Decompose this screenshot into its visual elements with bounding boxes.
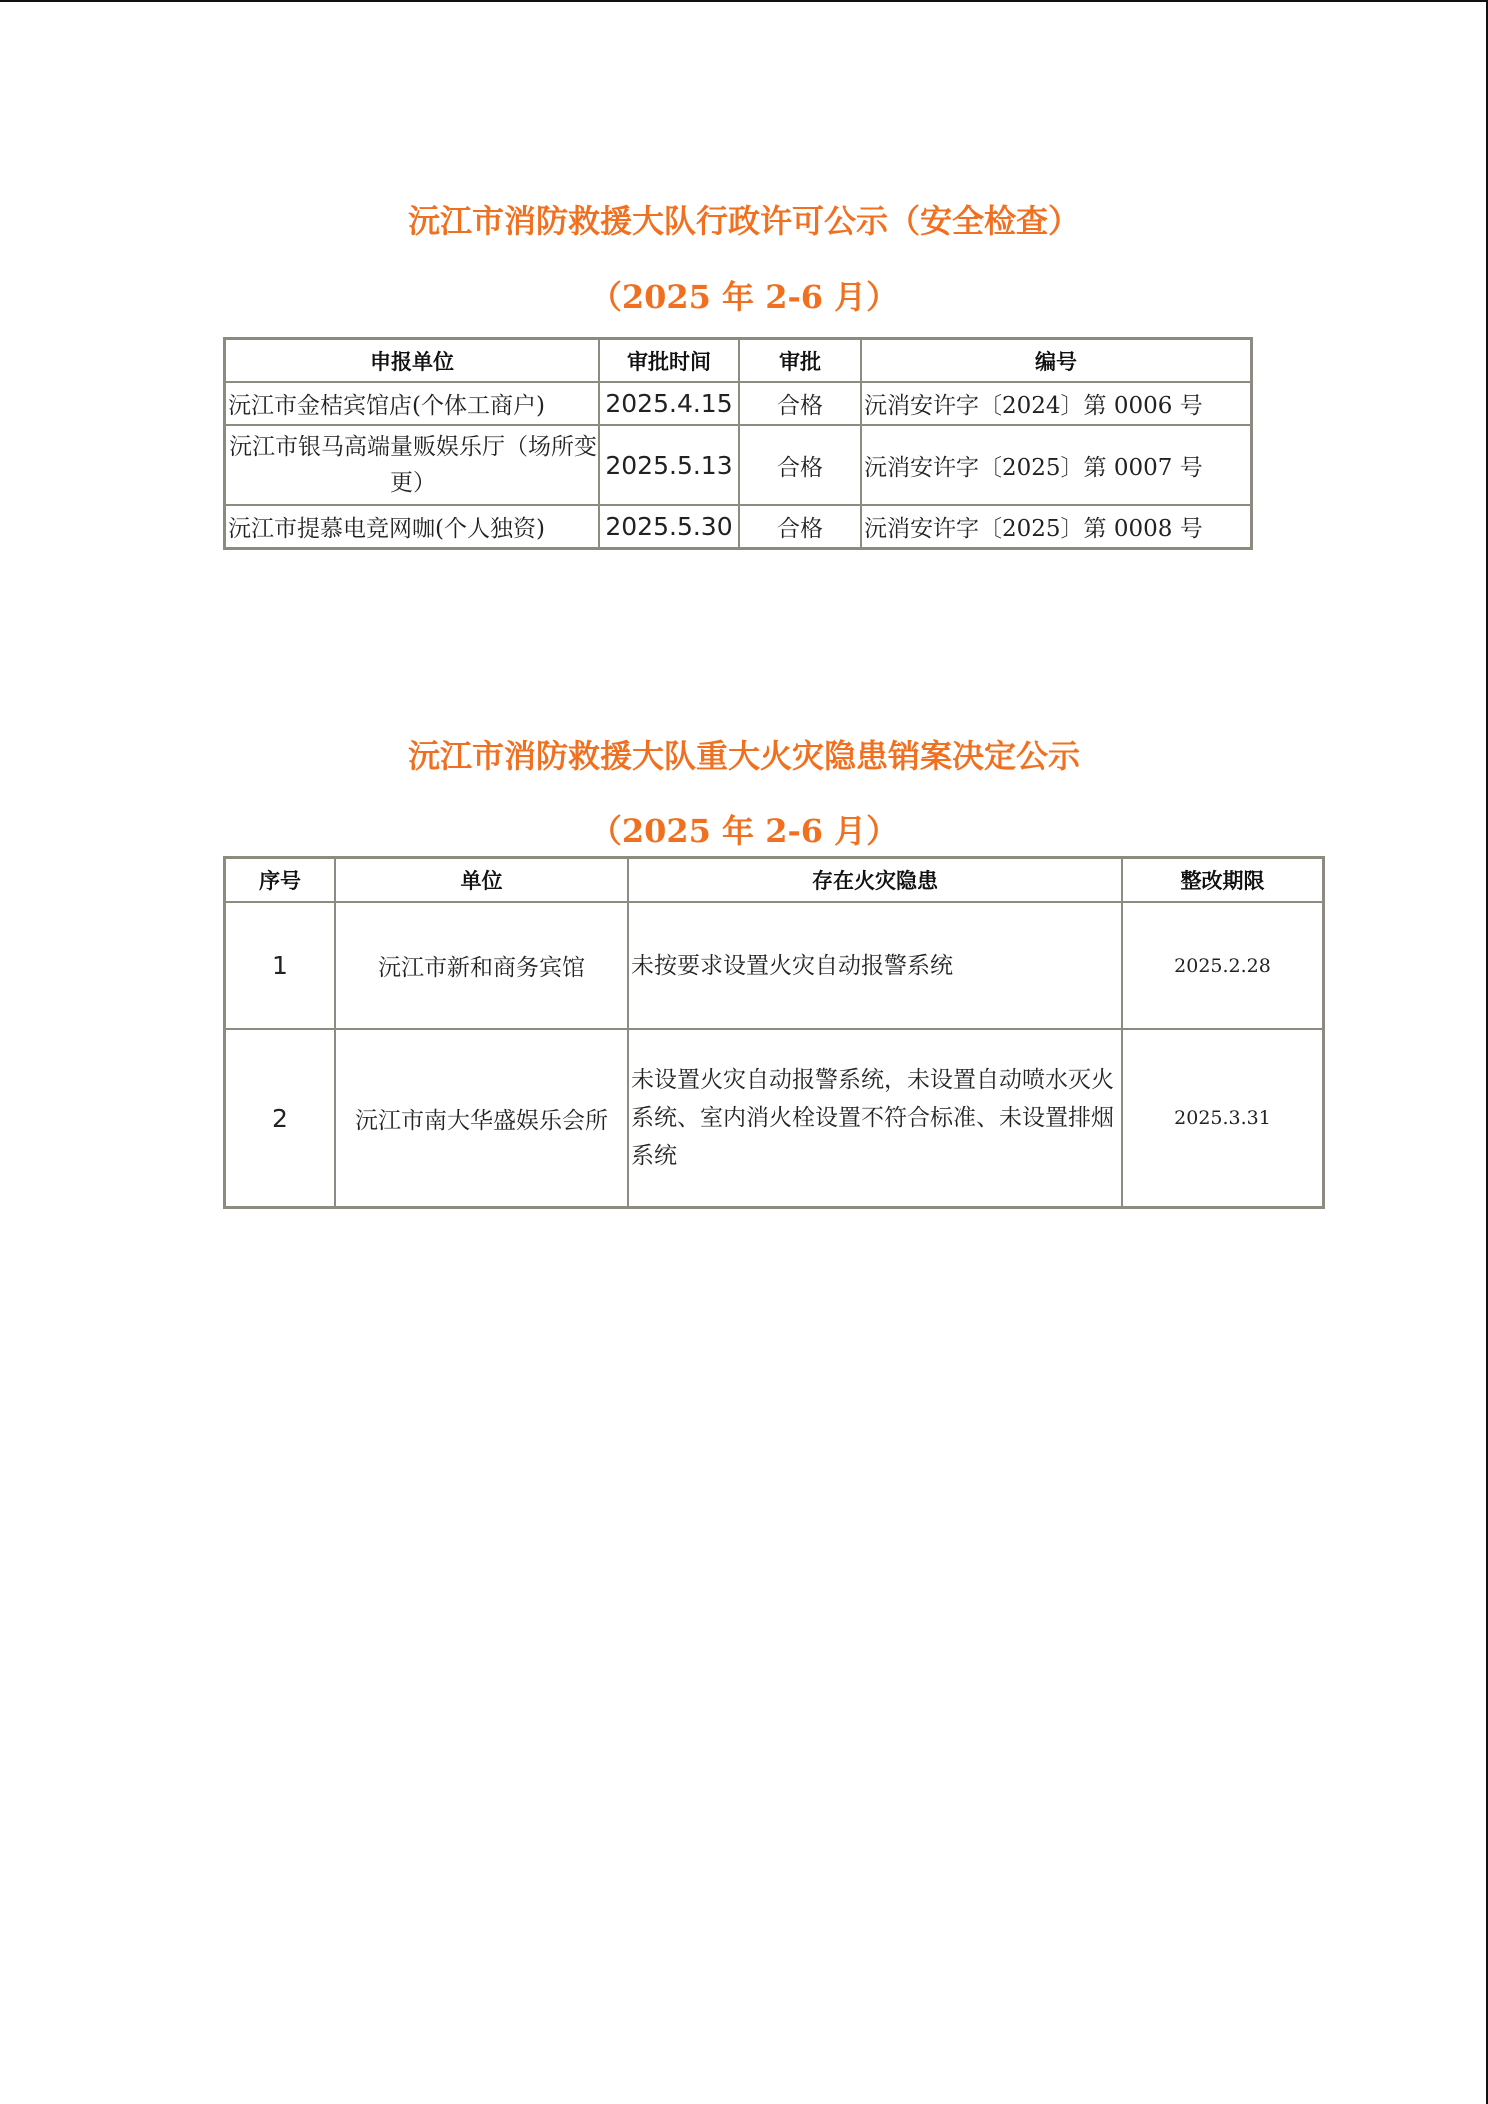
table-row	[225, 505, 1251, 548]
table-row	[225, 425, 1251, 505]
unit-cell: 沅江市南大华盛娱乐会所	[335, 1029, 628, 1207]
page-top-border	[0, 0, 1488, 2]
permit-title: 沅江市消防救援大队行政许可公示（安全检查）	[407, 202, 1080, 240]
permit-number-cell: 沅消安许字〔2025〕第 0008 号	[861, 505, 1251, 548]
seq-cell: 1	[225, 902, 335, 1029]
header-approval-date: 审批时间	[599, 339, 739, 382]
permit-period: （2025 年 2-6 月）	[589, 278, 899, 316]
hazard-cell: 未按要求设置火灾自动报警系统	[628, 902, 1122, 1029]
hazard-period: （2025 年 2-6 月）	[589, 812, 899, 850]
seq-cell: 2	[225, 1029, 335, 1207]
header-approval: 审批	[739, 339, 861, 382]
deadline-cell: 2025.3.31	[1122, 1029, 1323, 1207]
applicant-cell: 沅江市银马高端量贩娱乐厅（场所变更）	[225, 425, 599, 505]
applicant-cell: 沅江市金桔宾馆店(个体工商户)	[225, 382, 599, 425]
hazard-table	[223, 856, 1325, 1209]
table-row	[225, 902, 1323, 1029]
header-applicant: 申报单位	[225, 339, 599, 382]
table-row	[225, 1029, 1323, 1207]
permit-number-cell: 沅消安许字〔2025〕第 0007 号	[861, 425, 1251, 505]
permit-number-cell: 沅消安许字〔2024〕第 0006 号	[861, 382, 1251, 425]
header-deadline: 整改期限	[1122, 858, 1323, 902]
approval-result-cell: 合格	[739, 382, 861, 425]
approval-date-cell: 2025.5.30	[599, 505, 739, 548]
hazard-title: 沅江市消防救援大队重大火灾隐患销案决定公示	[407, 737, 1080, 775]
table-row	[225, 382, 1251, 425]
approval-date-cell: 2025.4.15	[599, 382, 739, 425]
approval-result-cell: 合格	[739, 425, 861, 505]
hazard-cell: 未设置火灾自动报警系统，未设置自动喷水灭火系统、室内消火栓设置不符合标准、未设置排烟系统	[628, 1029, 1122, 1207]
header-number: 编号	[861, 339, 1251, 382]
deadline-cell: 2025.2.28	[1122, 902, 1323, 1029]
applicant-cell: 沅江市提慕电竞网咖(个人独资)	[225, 505, 599, 548]
hazard-table-header	[225, 858, 1323, 902]
header-seq: 序号	[225, 858, 335, 902]
permit-table	[223, 337, 1253, 550]
header-hazard: 存在火灾隐患	[628, 858, 1122, 902]
permit-table-header	[225, 339, 1251, 382]
unit-cell: 沅江市新和商务宾馆	[335, 902, 628, 1029]
approval-date-cell: 2025.5.13	[599, 425, 739, 505]
header-unit: 单位	[335, 858, 628, 902]
approval-result-cell: 合格	[739, 505, 861, 548]
